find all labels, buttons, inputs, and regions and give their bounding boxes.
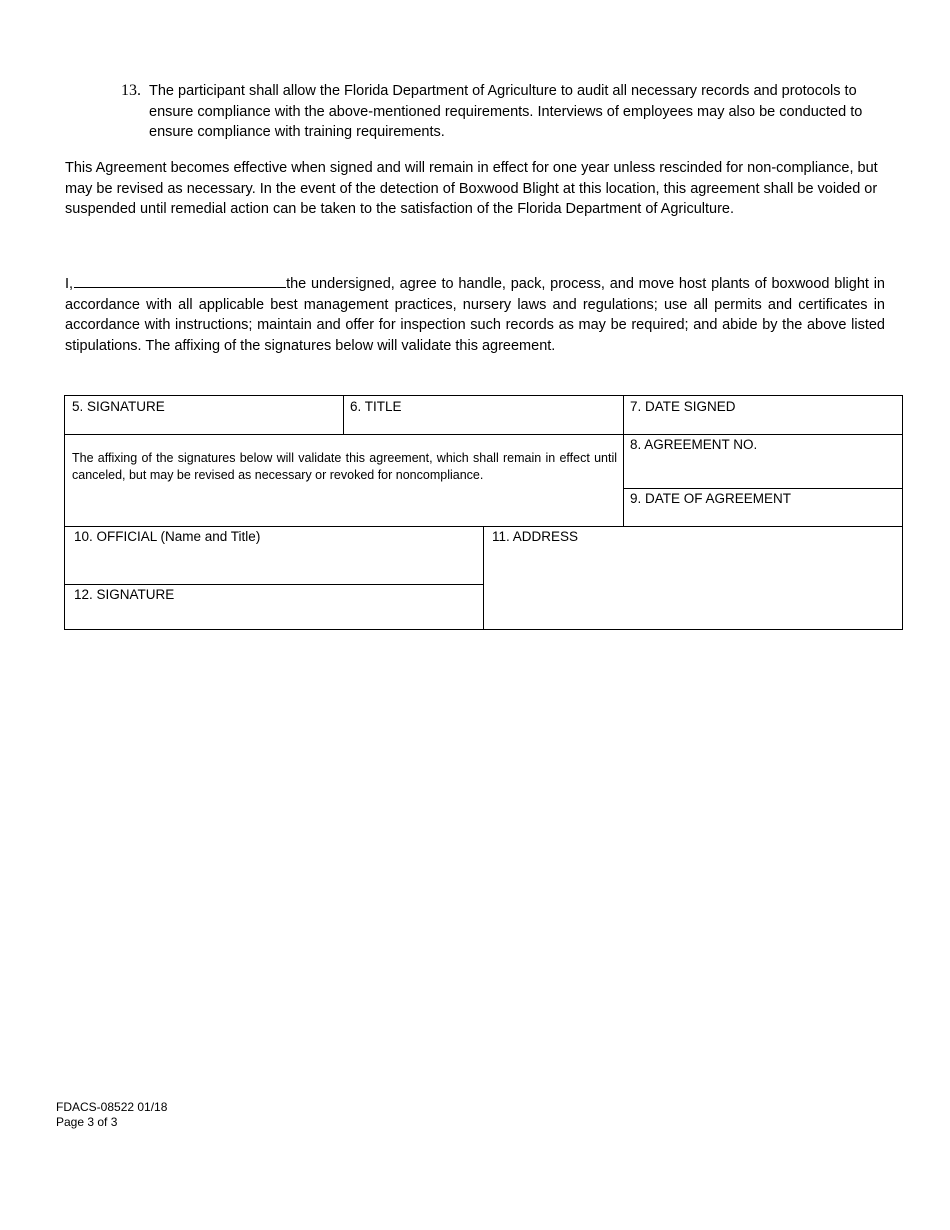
- date-of-agreement-label: 9. DATE OF AGREEMENT: [630, 491, 792, 506]
- item-13: [121, 81, 891, 143]
- undersigned-paragraph: [65, 273, 885, 356]
- address-field[interactable]: [483, 526, 903, 630]
- agreement-no-field[interactable]: [623, 434, 903, 489]
- official-field[interactable]: [64, 526, 484, 585]
- date-signed-field[interactable]: [623, 395, 903, 435]
- official-signature-field[interactable]: [64, 584, 484, 630]
- agreement-no-label: 8. AGREEMENT NO.: [630, 437, 758, 452]
- signature-label: 5. SIGNATURE: [72, 399, 165, 414]
- form-number: FDACS-08522 01/18: [56, 1100, 168, 1114]
- official-label: 10. OFFICIAL (Name and Title): [74, 529, 261, 544]
- page-number: Page 3 of 3: [56, 1114, 118, 1129]
- participant-name-blank[interactable]: [74, 273, 286, 288]
- agreement-statement: The affixing of the signatures below will validate this agreement, which shall remain in effect until canceled, but may be revised as necessary or revoked for noncompliance.: [72, 451, 617, 482]
- date-of-agreement-field[interactable]: [623, 488, 903, 527]
- undersigned-prefix: I,: [65, 276, 74, 292]
- title-field[interactable]: [343, 395, 624, 435]
- date-signed-label: 7. DATE SIGNED: [630, 399, 736, 414]
- item-13-text: The participant shall allow the Florida Department of Agriculture to audit all necessary records and protocols to ensure compliance with the above-mentioned requirements. Interviews of employees may also be conducted to ensure compliance with training requirements.: [149, 83, 863, 140]
- official-signature-label: 12. SIGNATURE: [74, 587, 175, 602]
- signature-field[interactable]: [64, 395, 344, 435]
- undersigned-text: the undersigned, agree to handle, pack, process, and move host plants of boxwood blight in accordance with all applicable best management practices, nursery laws and regulations; use all permits and certificates in accordance with instructions; maintain and offer for inspection such records as may be required; and abide by the above listed stipulations. The affixing of the signatures below will validate this agreement.: [65, 276, 885, 354]
- form-footer: [56, 1100, 167, 1129]
- item-13-number: 13.: [121, 82, 141, 99]
- address-label: 11. ADDRESS: [492, 529, 579, 544]
- effective-paragraph: This Agreement becomes effective when signed and will remain in effect for one year unless rescinded for non-compliance, but may be revised as necessary. In the event of the detection of Boxwood Blight at this location, this agreement shall be voided or suspended until remedial action can be taken to the satisfaction of the Florida Department of Agriculture.: [65, 160, 878, 217]
- title-label: 6. TITLE: [350, 399, 402, 414]
